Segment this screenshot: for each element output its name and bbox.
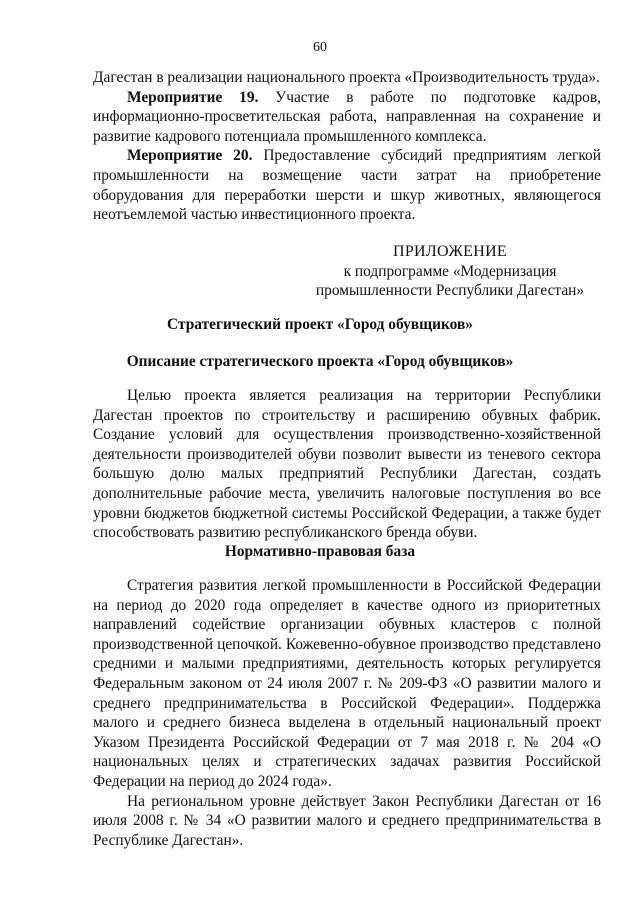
legal-paragraph-1: Стратегия развития легкой промышленности в Российской Федерации на период до 2020 года определяет в качестве одного из приоритетных направлений содействие организации обувных кластеров с полной производственной цепочкой. Кожевенно-обувное производство представлено средними и малыми предприятиями, деятельность которых регулируется Федеральным законом от 24 июля 2007 г. № 209-ФЗ «О развитии малого и среднего предпринимательства в Российской Федерации». Поддержка малого и среднего бизнеса выделена в отдельный национальный проект Указом Президента Российской Федерации от 7 мая 2018 г. № 204 «О национальных целях и стратегических задачах развития Российской Федерации на период до 2024 года».: [93, 577, 601, 790]
description-heading: Описание стратегического проекта «Город обувщиков»: [126, 353, 514, 370]
legal-paragraph-2: На региональном уровне действует Закон Республики Дагестан от 16 июля 2008 г. № 34 «О развитии малого и среднего предпринимательства в Республике Дагестан».: [93, 792, 601, 849]
intro-section: [93, 68, 601, 225]
measure-20-paragraph: [93, 146, 601, 224]
project-heading: Стратегический проект «Город обувщиков»: [167, 316, 473, 333]
description-paragraph: Целью проекта является реализация на территории Республики Дагестан проектов по строительству и расширению обувных фабрик. Создание условий для осуществления производственно-хозяйственной деятельности производителей обуви позволит вывести из теневого сектора большую долю малых предприятий Республики Дагестан, создать дополнительные рабочие места, увеличить налоговые поступления во все уровни бюджетов бюджетной системы Российской Федерации, а также будет способствовать развитию республиканского бренда обуви.: [93, 387, 601, 542]
appendix-line-2: промышленности Республики Дагестан»: [315, 282, 585, 300]
legal-section: [93, 576, 601, 850]
page-number: 60: [313, 40, 327, 55]
measure-19-paragraph: [93, 88, 601, 147]
legal-heading: Нормативно-правовая база: [224, 543, 416, 560]
measure-20-label: Мероприятие 20.: [127, 147, 253, 165]
appendix-block: [300, 242, 600, 301]
description-section: [93, 386, 601, 543]
intro-line: Дагестан в реализации национального проекта «Производительность труда».: [93, 69, 600, 86]
measure-19-label: Мероприятие 19.: [127, 88, 259, 106]
measure-20-text: Предоставление субсидий предприятиям легкой промышленности на возмещение части затрат на приобретение оборудования для переработки шерсти и шкур животных, являющегося неотъемлемой частью инвестиционного проекта.: [93, 147, 601, 224]
appendix-line-1: к подпрограмме «Модернизация: [343, 262, 557, 280]
measure-19-text: Участие в работе по подготовке кадров, информационно-просветительская работа, направленная на сохранение и развитие кадрового потенциала промышленного комплекса.: [93, 88, 601, 145]
appendix-title: ПРИЛОЖЕНИЕ: [392, 243, 507, 260]
